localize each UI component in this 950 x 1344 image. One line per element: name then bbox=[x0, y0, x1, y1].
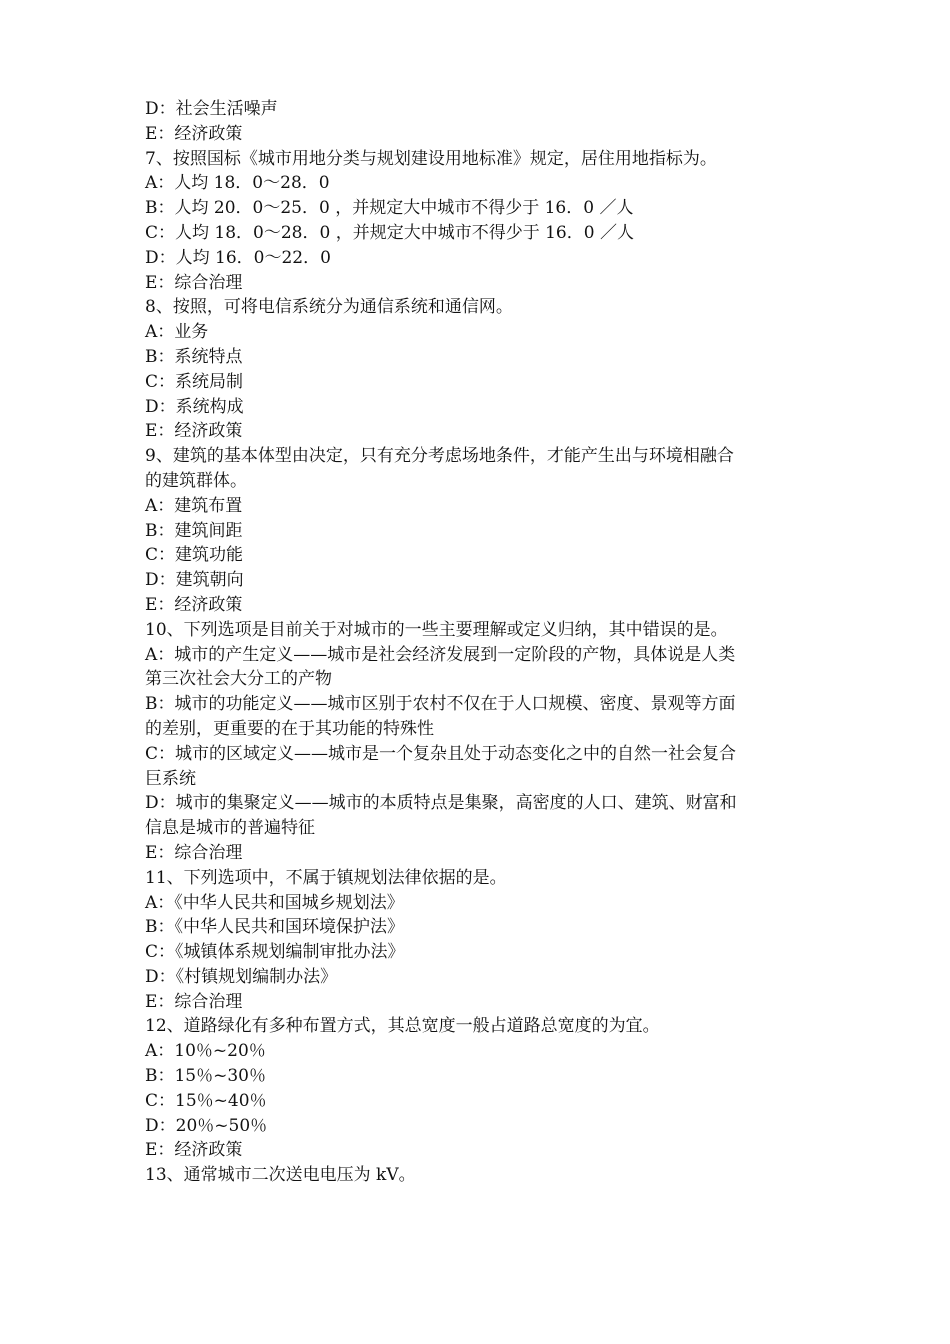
option-line: A：人均 18．0～28．0 bbox=[145, 173, 330, 194]
option-line: 第三次社会大分工的产物 bbox=[145, 669, 332, 690]
option-line: 的差别，更重要的在于其功能的特殊性 bbox=[145, 718, 434, 739]
option-line: B：城市的功能定义——城市区别于农村不仅在于人口规模、密度、景观等方面 bbox=[145, 694, 736, 715]
option-line: E：经济政策 bbox=[145, 1140, 243, 1161]
question-line: 12、道路绿化有多种布置方式，其总宽度一般占道路总宽度的为宜。 bbox=[145, 1016, 660, 1037]
option-line: A：《中华人民共和国城乡规划法》 bbox=[145, 892, 404, 913]
option-line: D：建筑朝向 bbox=[145, 570, 244, 591]
option-line: B：建筑间距 bbox=[145, 520, 243, 541]
option-line: 信息是城市的普遍特征 bbox=[145, 818, 315, 839]
question-line: 9、建筑的基本体型由决定，只有充分考虑场地条件，才能产生出与环境相融合 bbox=[145, 446, 734, 467]
option-line: E：综合治理 bbox=[145, 842, 243, 863]
option-line: E：经济政策 bbox=[145, 421, 243, 442]
document-body bbox=[145, 97, 815, 1188]
option-line: D：社会生活噪声 bbox=[145, 99, 278, 119]
option-line: E：经济政策 bbox=[145, 594, 243, 615]
option-line: C：系统局制 bbox=[145, 371, 244, 392]
option-line: B：人均 20．0～25．0 ，并规定大中城市不得少于 16．0 ／人 bbox=[145, 198, 634, 219]
option-line: B：系统特点 bbox=[145, 346, 243, 367]
option-line: E：综合治理 bbox=[145, 272, 243, 293]
option-line: B：《中华人民共和国环境保护法》 bbox=[145, 917, 404, 938]
option-line: D：20％~50％ bbox=[145, 1115, 268, 1136]
option-line: 巨系统 bbox=[145, 768, 196, 789]
option-line: C：15％~40％ bbox=[145, 1090, 267, 1111]
option-line: E：经济政策 bbox=[145, 123, 243, 144]
option-line: D：人均 16．0～22．0 bbox=[145, 247, 331, 268]
option-line: B：15％~30％ bbox=[145, 1066, 267, 1087]
option-line: C：建筑功能 bbox=[145, 545, 244, 566]
option-line: A：10％~20％ bbox=[145, 1041, 266, 1062]
question-line: 的建筑群体。 bbox=[145, 470, 247, 491]
option-line: C：城市的区域定义——城市是一个复杂且处于动态变化之中的自然一社会复合 bbox=[145, 743, 737, 764]
option-line: A：城市的产生定义——城市是社会经济发展到一定阶段的产物，具体说是人类 bbox=[145, 644, 736, 665]
option-line: A：建筑布置 bbox=[145, 495, 243, 516]
question-line: 7、按照国标《城市用地分类与规划建设用地标准》规定，居住用地指标为。 bbox=[145, 148, 717, 169]
option-line: D：系统构成 bbox=[145, 396, 244, 417]
option-line: D：《村镇规划编制办法》 bbox=[145, 966, 338, 987]
question-line: 13、通常城市二次送电电压为 kV。 bbox=[145, 1165, 416, 1186]
option-line: E：综合治理 bbox=[145, 991, 243, 1012]
option-line: A：业务 bbox=[145, 322, 209, 343]
option-line: C：人均 18．0～28．0 ，并规定大中城市不得少于 16．0 ／人 bbox=[145, 222, 634, 243]
question-line: 11、下列选项中，不属于镇规划法律依据的是。 bbox=[145, 867, 507, 888]
question-line: 8、按照，可将电信系统分为通信系统和通信网。 bbox=[145, 297, 513, 318]
option-line: D：城市的集聚定义——城市的本质特点是集聚，高密度的人口、建筑、财富和 bbox=[145, 793, 737, 814]
option-line: C：《城镇体系规划编制审批办法》 bbox=[145, 942, 405, 963]
question-line: 10、下列选项是目前关于对城市的一些主要理解或定义归纳，其中错误的是。 bbox=[145, 619, 728, 640]
